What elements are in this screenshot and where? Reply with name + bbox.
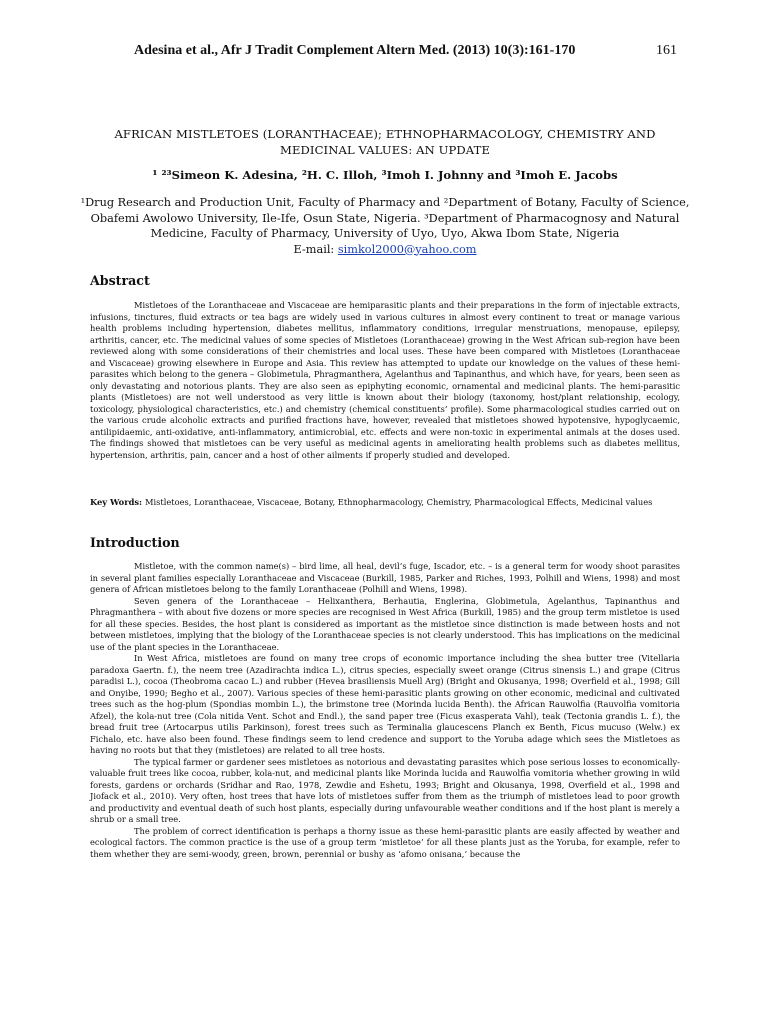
email-label: E-mail:	[293, 242, 338, 256]
affiliations	[80, 195, 690, 257]
abstract-text: Mistletoes of the Loranthaceae and Viscaceae are hemiparasitic plants and their preparations in the form of injectable extracts, infusions, tinctures, fluid extracts or tea bags are widely used in various cultures in almost every continent to treat or manage various health problems including hypertension, diabetes mellitus, inflammatory conditions, irregular menstruations, menopause, epilepsy, arthritis, cancer, etc. The medicinal values of some species of Mistletoes (Loranthaceae) growing in the West African sub-region have been reviewed along with some considerations of their chemistries and local uses. These have been compared with Mistletoes (Loranthaceae and Viscaceae) growing elsewhere in Europe and Asia. This review has attempted to update our knowledge on the values of these hemi-parasites which belong to the genera – Globimetula, Phragmanthera, Agelanthus and Tapinanthus, and which have, for years, been seen as only devastating and notorious plants. They are also seen as epiphyting economic, ornamental and medicinal plants. The hemi-parasitic plants (Mistletoes) are not well understood as very little is known about their biology (taxonomy, host/plant relationship, ecology, toxicology, physiological characteristics, etc.) and chemistry (chemical constituents’ profile). Some pharmacological studies carried out on the various crude alcoholic extracts and purified fractions have, however, revealed that mistletoes showed hypotensive, hypoglycaemic, antilipidaemic, anti-oxidative, anti-inflammatory, antimicrobial, etc. effects and were non-toxic in experimental animals at the doses used. The findings showed that mistletoes can be very useful as medicinal agents in ameliorating health problems such as diabetes mellitus, hypertension, arthritis, pain, cancer and a host of other ailments if properly studied and developed.	[90, 300, 680, 460]
journal-citation: Adesina et al., Afr J Tradit Complement Altern Med. (2013) 10(3):161-170	[134, 43, 576, 58]
intro-paragraph: Mistletoe, with the common name(s) – bird lime, all heal, devil’s fuge, Iscador, etc. – is a general term for woody shoot parasites in several plant families especially Loranthaceae and Viscaceae (Burkill, 1985, Parker and Riches, 1993, Polhill and Wiens, 1998) and most genera of African mistletoes belong to the family Loranthaceae (Polhill and Wiens, 1998).	[90, 561, 680, 594]
page-number: 161	[656, 43, 677, 58]
intro-paragraph: The problem of correct identification is perhaps a thorny issue as these hemi-parasitic plants are easily affected by weather and ecological factors. The common practice is the use of a group term ‘mistletoe’ for all these plants just as the Yoruba, for example, refer to them whether they are semi-woody, green, brown, perennial or bushy as ‘afomo onisana,’ because the	[90, 825, 680, 859]
introduction-heading: Introduction	[90, 535, 180, 550]
intro-paragraph: In West Africa, mistletoes are found on many tree crops of economic importance including the shea butter tree (Vitellaria paradoxa Gaertn. f.), the neem tree (Azadirachta indica L.), citrus species, especially sweet orange (Citrus sinensis L.) and grape (Citrus paradisi L.), cocoa (Theobroma cacao L.) and rubber (Hevea brasiliensis Muell Arg) (Bright and Okusanya, 1998; Overfield et al., 1998; Gill and Onyibe, 1990; Begho et al., 2007). Various species of these hemi-parasitic plants growing on other economic, medicinal and cultivated trees such as the hog-plum (Spondias mombin L.), the brimstone tree (Morinda lucida Benth). the African Rauwolfia (Rauvolfia vomitoria Afzel), the kola-nut tree (Cola nitida Vent. Schot and Endl.), the sand paper tree (Ficus exasperata Vahl), teak (Tectonia grandis L. f.), the bread fruit tree (Artocarpus utilis Parkinson), forest trees such as Terminalia glaucescens Planch ex Benth, Ficus mucuso (Welw.) ex Fichalo, etc. have also been found. These findings seem to lend credence and support to the Yoruba adage which sees the Mistletoes as having no roots but that they (mistletoes) are related to all tree hosts.	[90, 653, 680, 755]
email-link[interactable]: simkol2000@yahoo.com	[337, 242, 477, 256]
keywords	[90, 497, 680, 509]
abstract-heading: Abstract	[90, 273, 150, 288]
introduction-body	[90, 561, 680, 860]
affiliation-text: ¹Drug Research and Production Unit, Faculty of Pharmacy and ²Department of Botany, Faculty of Science, Obafemi Awolowo University, Ile-Ife, Osun State, Nigeria. ³Department of Pharmacognosy and Natural Medicine, Faculty of Pharmacy, University of Uyo, Uyo, Akwa Ibom State, Nigeria	[80, 196, 690, 240]
intro-paragraph: The typical farmer or gardener sees mistletoes as notorious and devastating parasites which pose serious losses to economically-valuable fruit trees like cocoa, rubber, kola-nut, and medicinal plants like Morinda lucida and Rauwolfia vomitoria whether growing in wild forests, gardens or orchards (Sridhar and Rao, 1978, Zewdie and Eshetu, 1993; Bright and Okusanya, 1998, Overfield et al., 1998 and Jiofack et al., 2010). Very often, host trees that have lots of mistletoes suffer from them as the triumph of mistletoes lead to poor growth and productivity and eventual death of such host plants, especially during unfavourable weather conditions and if the host plant is merely a shrub or a small tree.	[90, 756, 680, 824]
paper-title: AFRICAN MISTLETOES (LORANTHACEAE); ETHNOPHARMACOLOGY, CHEMISTRY AND MEDICINAL VALUES: AN UPDATE	[114, 127, 656, 157]
intro-paragraph: Seven genera of the Loranthaceae – Helixanthera, Berhautia, Englerina, Globimetula, Agelanthus, Tapinanthus and Phragmanthera – with about five dozens or more species are recognised in West Africa (Burkill, 1985) and the group term mistletoe is used for all these species. Besides, the host plant is considered as important as the mistletoe since distinction is made between hosts and not between mistletoes, implying that the biology of the Loranthaceae species is not clearly understood. This has implications on the medicinal use of the plant species in the Loranthaceae.	[90, 595, 680, 652]
keywords-text: Mistletoes, Loranthaceae, Viscaceae, Botany, Ethnopharmacology, Chemistry, Pharmacological Effects, Medicinal values	[145, 497, 653, 507]
author-list: ¹ ²³Simeon K. Adesina, ²H. C. Illoh, ³Imoh I. Johnny and ³Imoh E. Jacobs	[152, 168, 618, 182]
keywords-label: Key Words:	[90, 497, 145, 507]
